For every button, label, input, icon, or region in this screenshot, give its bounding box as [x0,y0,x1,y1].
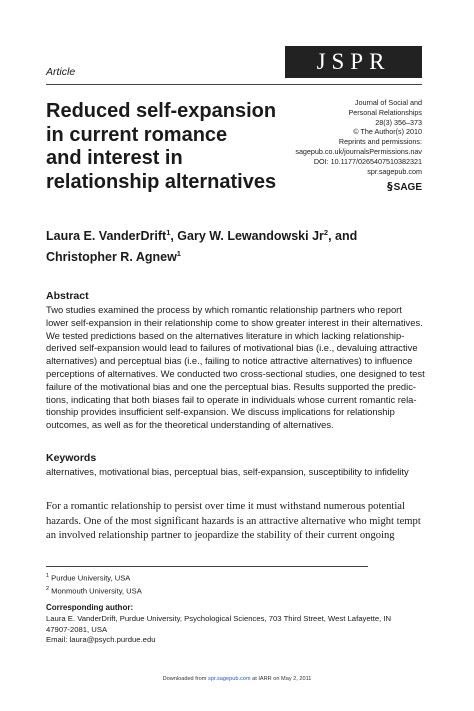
footnote-text: Purdue University, USA [49,573,131,583]
download-link[interactable]: spr.sagepub.com [207,676,251,682]
keywords-list: alternatives, motivational bias, perceptual bias, self-expansion, susceptibility to infidelity [46,466,409,477]
meta-line: Reprints and permissions: [338,137,422,147]
abstract-line: failure of the motivational bias and one the perceptual bias. Results supported the predic- [46,380,417,392]
header-rule [46,84,422,85]
author-list [46,224,426,266]
abstract-line: derived self-expansion would lead to failures of motivational bias (i.e., devaluing attractive [46,342,418,354]
title-line: relationship alternatives [46,170,277,193]
footnote-rule [46,566,368,567]
footnote-item [46,584,142,597]
abstract-line: tionship provides insufficient self-expansion. We discuss implications for relationship [46,406,395,418]
sage-s-icon: § [387,180,393,193]
title-line: and interest in [46,147,183,169]
meta-line: Personal Relationships [348,107,422,117]
footnote-text: Monmouth University, USA [49,586,142,596]
corresponding-line: Laura E. VanderDrift, Purdue University, Psychological Sciences, 703 Third Street, West Lafayette, IN [46,614,392,623]
abstract-body [46,304,426,432]
footnote-mark: 1 [46,573,50,579]
abstract-line: Two studies examined the process by which romantic relationship partners who report [46,304,402,315]
corresponding-line: 47907-2081, USA [46,624,108,634]
footnote-item [46,571,142,584]
meta-line: DOI: 10.1177/0265407510382321 [313,156,422,166]
author-line [46,224,426,245]
intro-line: an involved relationship partner to jeopardize the stability of their current ongoing [46,530,395,541]
corresponding-email[interactable]: Email: laura@psych.purdue.edu [46,635,156,644]
affiliation-mark: 1 [166,228,171,237]
author-name: , Gary W. Lewandowski Jr [170,229,324,244]
abstract-line: tions, indicating that both biases fail to operate in individuals whose current romantic rela- [46,393,417,405]
abstract-heading: Abstract [46,290,89,302]
author-name: Christopher R. Agnew [46,250,177,265]
article-title [46,100,286,194]
article-label: Article [46,66,76,78]
abstract-line: perceptions of alternatives. We conducted two cross-sectional studies, one designed to test [46,367,425,379]
author-conjunction: , and [328,229,358,244]
keywords-heading: Keywords [46,452,97,464]
download-suffix: at IARR on May 2, 2011 [250,676,312,682]
intro-paragraph [46,500,426,544]
footnotes [46,571,142,597]
abstract-line: We tested predictions based on the alternatives literature in which lacking relationship- [46,329,405,341]
download-prefix: Downloaded from [162,676,208,682]
corresponding-author-details [46,614,391,646]
abstract-line: outcomes, as well as for the theoretical understanding of alternatives. [46,419,334,431]
author-name: Laura E. VanderDrift [46,229,167,244]
abstract-line: lower self-expansion in their relationship come to show greater interest in their alternatives. [46,316,423,328]
journal-meta [272,98,422,176]
publisher-logo [387,180,422,193]
meta-line[interactable]: spr.sagepub.com [367,166,422,176]
meta-line[interactable]: sagepub.co.uk/journalsPermissions.nav [295,146,422,156]
title-line: Reduced self-expansion [46,100,277,122]
corresponding-author-heading: Corresponding author: [46,603,134,612]
intro-line: For a romantic relationship to persist over time it must withstand numerous potential [46,501,405,512]
affiliation-mark: 1 [176,249,181,259]
download-notice [0,676,474,682]
journal-logo: JSPR [285,46,422,78]
author-line [46,245,426,266]
meta-line: Journal of Social and [354,98,422,107]
abstract-line: alternatives) and perceptual bias (i.e., failing to notice attractive alternatives) to influence [46,355,413,367]
title-line: in current romance [46,123,228,146]
intro-line: hazards. One of the most significant hazards is an attractive alternative who might tempt [46,515,421,527]
affiliation-mark: 2 [323,228,329,237]
meta-line: © The Author(s) 2010 [353,127,422,137]
publisher-name: SAGE [393,182,422,193]
footnote-mark: 2 [46,586,50,593]
meta-line: 28(3) 356–373 [375,117,422,127]
